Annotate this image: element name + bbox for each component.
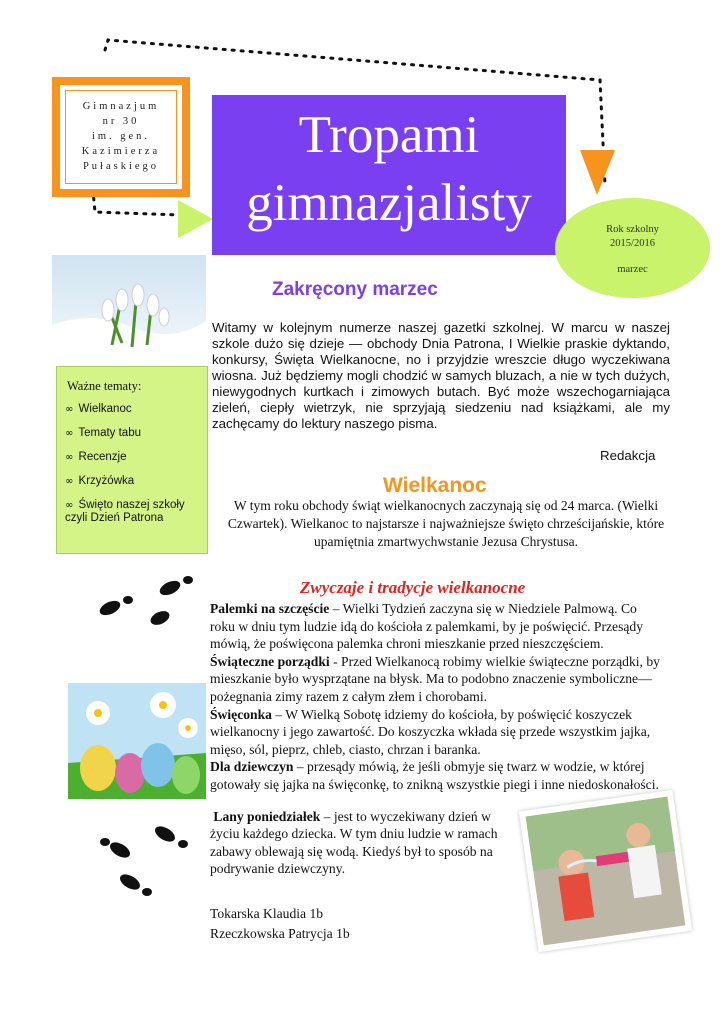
section-heading-customs: Zwyczaje i tradycje wielkanocne bbox=[300, 578, 526, 597]
authors bbox=[210, 904, 350, 944]
topic-label: Tematy tabu bbox=[78, 427, 141, 439]
school-line: im. gen. bbox=[91, 131, 151, 142]
custom-item bbox=[210, 706, 664, 759]
custom-text: – Wielki Tydzień zaczyna się w Niedziele Palmową. Co roku w dniu tym ludzie idą do kościoła z palemkami, by je poświęcić. Przesądy mówią, że poświęcona palemka chroni mieszkanie przed nieszczęściem. bbox=[210, 601, 644, 652]
issue-month: marzec bbox=[617, 264, 648, 275]
custom-text: – W Wielką Sobotę idziemy do kościoła, by poświęcić koszyczek wielkanocny i jego zawartość. Do koszyczka wkłada się przede wszystkim jajka, mięso, sól, pieprz, chleb, ciasto, chrzan i baranka. bbox=[210, 706, 651, 757]
issue-info-badge bbox=[555, 198, 710, 298]
infinity-icon: ∞ bbox=[65, 428, 74, 439]
topic-item bbox=[65, 451, 200, 464]
school-line: Pułaskiego bbox=[82, 161, 160, 172]
signature: Redakcja bbox=[600, 448, 656, 463]
custom-text: – jest to wyczekiwany dzień w życiu każdego dziecka. W tym dniu ludzie w ramach zabawy oblewają się wodą. Kiedyś był to sposób na podrywanie dziewczyny. bbox=[210, 808, 498, 877]
footprints-icon bbox=[90, 570, 200, 630]
custom-term: Świąteczne porządki bbox=[210, 653, 330, 669]
orange-arrow-icon bbox=[580, 150, 615, 195]
infinity-icon: ∞ bbox=[65, 452, 74, 463]
footprints-icon bbox=[95, 820, 205, 900]
custom-item bbox=[210, 653, 664, 706]
custom-text: - Przed Wielkanocą robimy wielkie świąteczne porządki, by mieszkanie było wysprzątane na błysk. Ma to podobno znaczenie symboliczne—pożegnania zimy razem z całym złem i chorobami. bbox=[210, 653, 660, 704]
infinity-icon: ∞ bbox=[65, 476, 74, 487]
easter-eggs-photo bbox=[68, 683, 206, 799]
topic-label: Święto naszej szkoły czyli Dzień Patrona bbox=[65, 499, 185, 524]
water-play-photo bbox=[519, 790, 692, 952]
green-arrow-icon bbox=[178, 200, 213, 238]
school-line: Kazimierza bbox=[81, 146, 161, 157]
title-line: Tropami bbox=[298, 106, 480, 164]
section-heading-easter: Wielkanoc bbox=[383, 474, 487, 497]
custom-item bbox=[210, 808, 515, 878]
topics-title: Ważne tematy: bbox=[67, 379, 142, 393]
custom-text: – przesądy mówią, że jeśli obmyje się twarz w wodzie, w której gotowały się jajka na święconkę, to znikną wszystkie piegi i inne niedoskonałości. bbox=[210, 759, 659, 792]
topic-label: Wielkanoc bbox=[78, 403, 132, 415]
masthead-title-box bbox=[212, 95, 566, 255]
custom-term: Dla dziewczyn bbox=[210, 759, 294, 775]
title-line: gimnazjalisty bbox=[246, 174, 532, 232]
school-year-label: Rok szkolny bbox=[606, 224, 659, 235]
infinity-icon: ∞ bbox=[65, 404, 74, 415]
snowdrop-photo bbox=[52, 255, 206, 355]
custom-term: Święconka bbox=[210, 706, 272, 722]
school-line: Gimnazjum bbox=[82, 101, 160, 112]
topic-item bbox=[65, 403, 200, 416]
school-year: 2015/2016 bbox=[610, 238, 655, 249]
author-name: Rzeczkowska Patrycja 1b bbox=[210, 926, 350, 941]
section-heading-march: Zakręcony marzec bbox=[272, 279, 438, 300]
topic-item bbox=[65, 499, 200, 525]
important-topics-box bbox=[56, 366, 208, 554]
intro-paragraph: Witamy w kolejnym numerze naszej gazetki szkolnej. W marcu w naszej szkole dużo się dzieje — obchody Dnia Patrona, I Wielkie praskie dyktando, konkursy, Święta Wielkanocne, no i przyjdzie wreszcie długo wyczekiwana wiosna. Już będziemy mogli chodzić w samych bluzach, a nie w tych dużych, niewygodnych kurtkach i zimowych butach. Być może wszechogarniająca zieleń, ciepły wietrzyk, nie sprzyjają siedzeniu nad książkami, ale my zachęcamy do lektury naszego pisma. bbox=[212, 320, 670, 431]
topic-item bbox=[65, 427, 200, 440]
custom-term: Lany poniedziałek bbox=[213, 808, 321, 824]
custom-item bbox=[210, 600, 664, 653]
easter-paragraph: W tym roku obchody świąt wielkanocnych zaczynają się od 24 marca. (Wielki Czwartek). Wielkanoc to najstarsze i najważniejsze święto chrześcijańskie, które upamiętnia zmartwychwstanie Jezusa Chrystusa. bbox=[227, 498, 665, 549]
topic-label: Krzyżówka bbox=[78, 475, 135, 487]
custom-term: Palemki na szczęście bbox=[210, 601, 330, 616]
topic-label: Recenzje bbox=[78, 451, 127, 463]
infinity-icon: ∞ bbox=[65, 500, 74, 511]
author-name: Tokarska Klaudia 1b bbox=[210, 906, 324, 921]
topic-item bbox=[65, 475, 200, 488]
school-line: nr 30 bbox=[102, 116, 140, 127]
custom-item bbox=[210, 758, 664, 793]
school-name-box bbox=[52, 77, 190, 197]
